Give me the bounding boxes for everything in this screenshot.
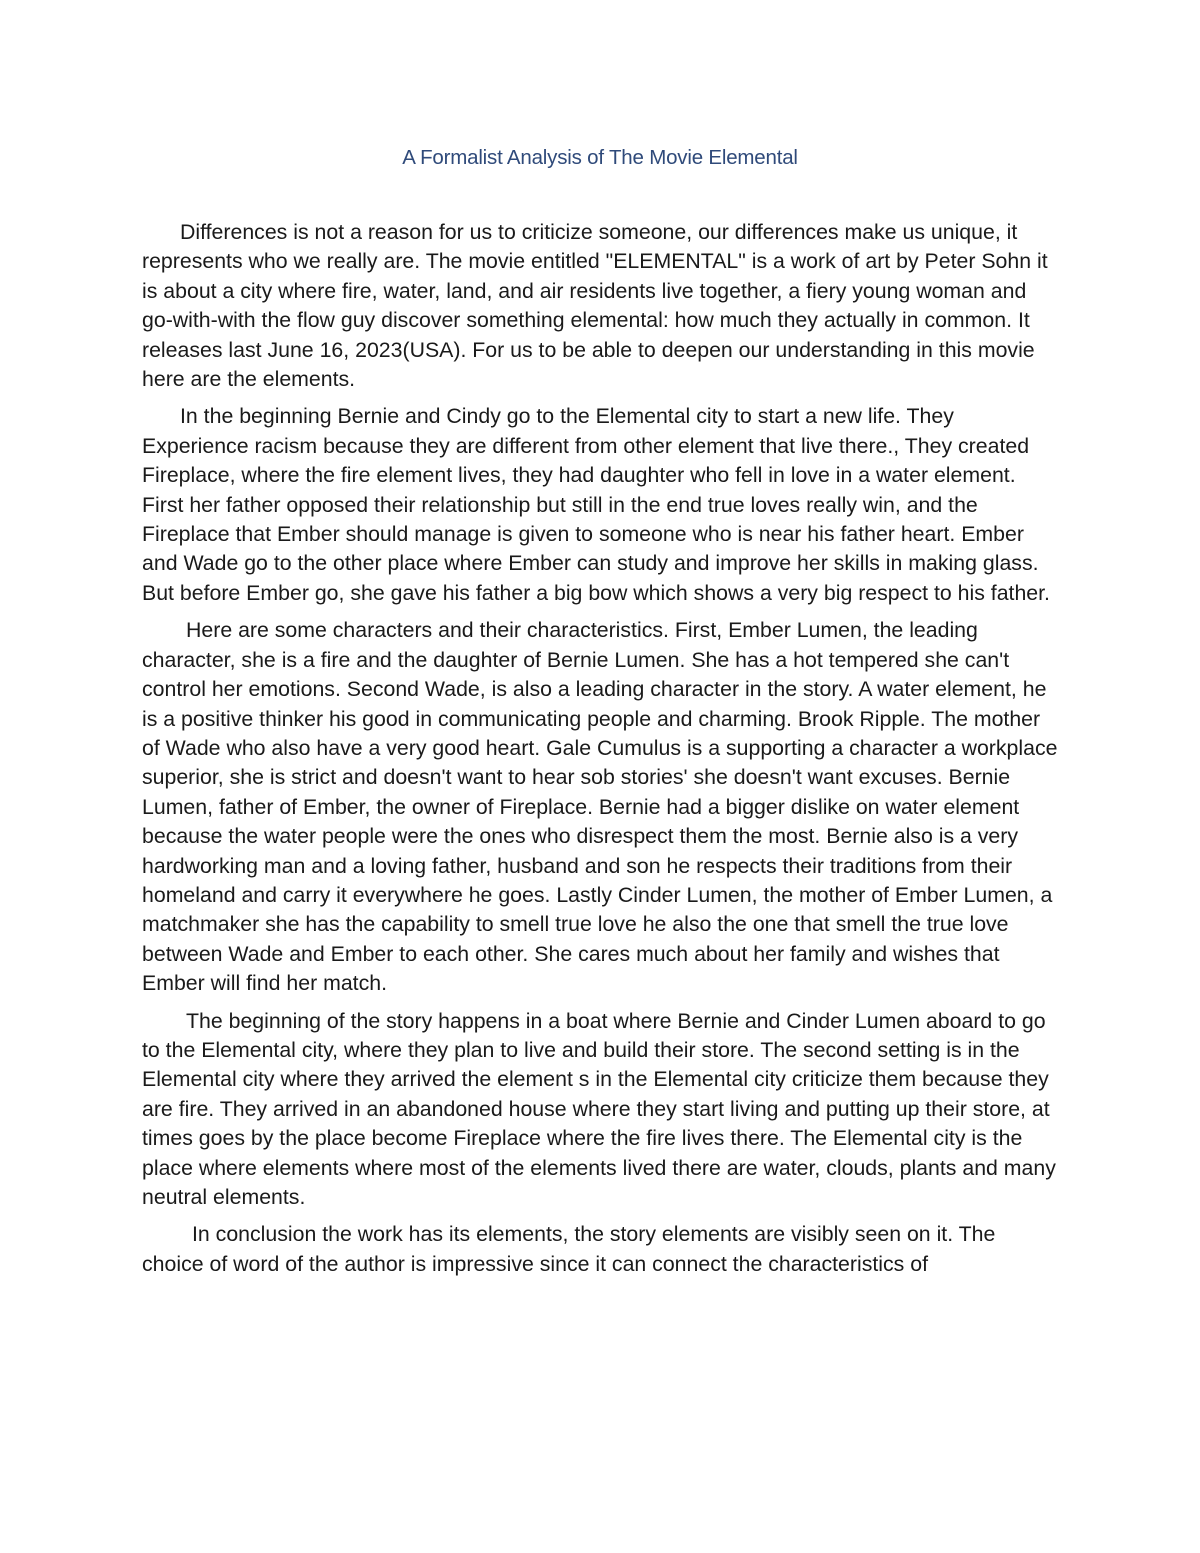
document-title: A Formalist Analysis of The Movie Elemental (402, 146, 798, 169)
paragraph-introduction: Differences is not a reason for us to criticize someone, our differences make us unique, it represents who we really are. The movie entitled "ELEMENTAL" is a work of art by Peter Sohn it is about a city where fire, water, land, and air residents live together, a fiery young woman and go-with-with the flow guy discover something elemental: how much they actually in common. It releases last June 16, 2023(USA). For us to be able to deepen our understanding in this movie here are the elements. (142, 220, 1048, 392)
paragraph-conclusion: In conclusion the work has its elements, the story elements are visibly seen on it. The choice of word of the author is impressive since it can connect the characteristics of (142, 1222, 996, 1276)
document-body (142, 218, 1060, 1287)
paragraph-characters: Here are some characters and their characteristics. First, Ember Lumen, the leading character, she is a fire and the daughter of Bernie Lumen. She has a hot tempered she can't control her emotions. Second Wade, is also a leading character in the story. A water element, he is a positive thinker his good in communicating people and charming. Brook Ripple. The mother of Wade who also have a very good heart. Gale Cumulus is a supporting a character a workplace superior, she is strict and doesn't want to hear sob stories' she doesn't want excuses. Bernie Lumen, father of Ember, the owner of Fireplace. Bernie had a bigger dislike on water element because the water people were the ones who disrespect them the most. Bernie also is a very hardworking man and a loving father, husband and son he respects their traditions from their homeland and carry it everywhere he goes. Lastly Cinder Lumen, the mother of Ember Lumen, a matchmaker she has the capability to smell true love he also the one that smell the true love between Wade and Ember to each other. She cares much about her family and wishes that Ember will find her match. (142, 618, 1058, 996)
paragraph-plot: In the beginning Bernie and Cindy go to the Elemental city to start a new life. They Experience racism because they are different from other element that live there., They created Fireplace, where the fire element lives, they had daughter who fell in love in a water element. First her father opposed their relationship but still in the end true loves really win, and the Fireplace that Ember should manage is given to someone who is near his father heart. Ember and Wade go to the other place where Ember can study and improve her skills in making glass. But before Ember go, she gave his father a big bow which shows a very big respect to his father. (142, 404, 1050, 605)
paragraph-setting: The beginning of the story happens in a boat where Bernie and Cinder Lumen aboard to go to the Elemental city, where they plan to live and build their store. The second setting is in the Elemental city where they arrived the element s in the Elemental city criticize them because they are fire. They arrived in an abandoned house where they start living and putting up their store, at times goes by the place become Fireplace where the fire lives there. The Elemental city is the place where elements where most of the elements lived there are water, clouds, plants and many neutral elements. (142, 1008, 1056, 1209)
